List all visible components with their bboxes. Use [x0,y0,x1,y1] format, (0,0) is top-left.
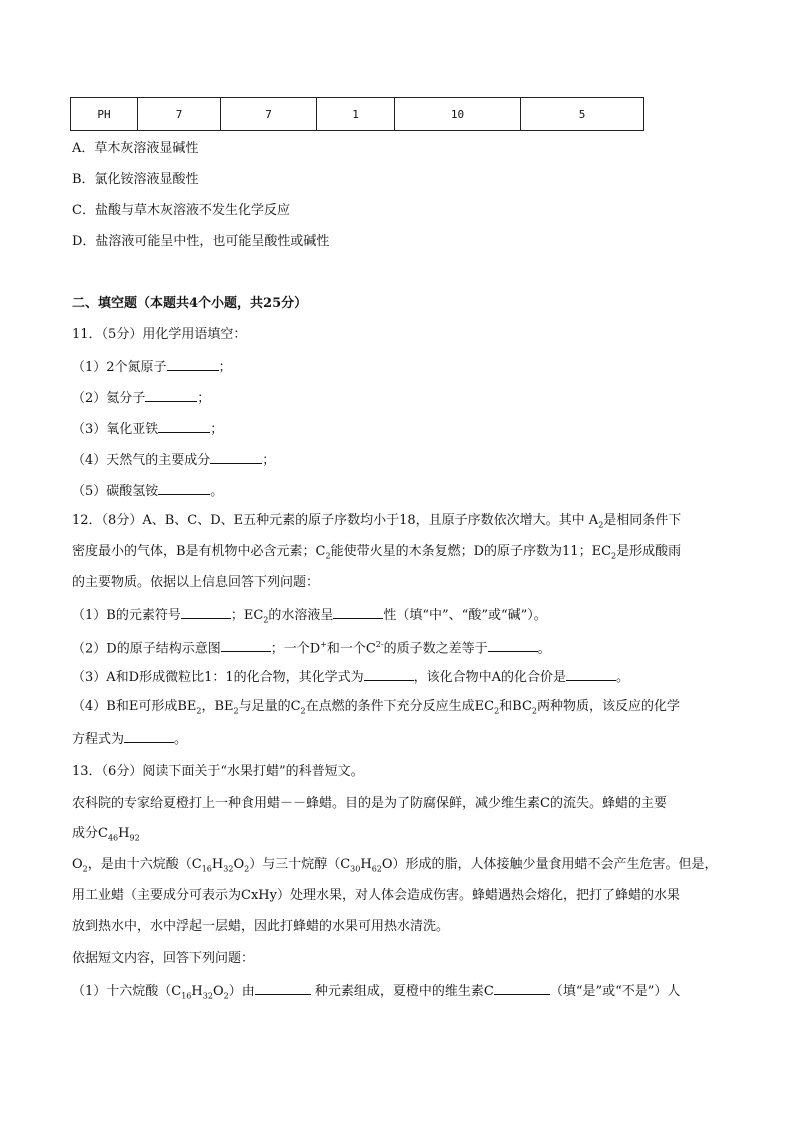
option-b: B．氯化铵溶液显酸性 [72,172,199,187]
text: （2）D的原子结构示意图 [72,641,221,657]
table-row [71,98,644,131]
text: H [118,826,130,841]
ph-value-cell: 1 [317,98,395,131]
punctuation: 。 [210,484,224,499]
subscript: 2 [82,864,88,874]
text: O）形成的脂，人体接触少量食用蜡不会产生危害。但是， [381,857,718,872]
text: 。 [616,670,630,685]
subscript: 2 [611,551,617,561]
text: 是形成酸雨 [616,544,682,559]
q12-part-3 [72,666,629,688]
answer-blank[interactable] [364,666,414,681]
subscript: 2 [196,706,202,716]
punctuation: ； [197,391,211,406]
text: 在点燃的条件下充分反应生成EC [305,699,495,714]
q11-part-5 [72,480,223,502]
text: 是相同条件下 [603,513,682,528]
answer-blank[interactable] [124,728,174,743]
text: 的质子数之差等于 [383,641,488,657]
text: 12．（8分）A、B、C、D、E五种元素的原子序数均小于18，且原子序数依次增大。其中 A [72,513,599,528]
punctuation: ； [262,453,276,468]
text: O [72,857,83,872]
q12-line-3: 的主要物质。依据以上信息回答下列问题： [72,575,320,590]
superscript: 2- [375,640,384,649]
subscript: 32 [202,991,213,1001]
part-text: （2）氦分子 [72,391,146,406]
text: ，是由十六烷酸（C [87,857,202,872]
text: 。 [537,641,551,657]
q13-text-5: 放到热水中，水中浮起一层蜡，因此打蜂蜡的水果可用热水清洗。 [72,919,450,934]
text: ；一个D [270,641,321,657]
part-text: （3）氧化亚铁 [72,422,159,437]
q12-part-4 [72,697,680,722]
subscript: 2 [300,706,306,716]
subscript: 92 [129,833,140,843]
subscript: 2 [263,615,269,625]
text: 。 [174,732,188,747]
option-a: A．草木灰溶液显碱性 [72,141,199,156]
q12-line-2 [72,542,681,567]
part-text: （1）2个氮原子 [72,360,167,375]
answer-blank[interactable] [145,387,197,402]
subscript: 46 [107,833,119,843]
text: 的水溶液呈 [268,608,334,623]
q12-line-1 [72,511,681,536]
ph-value-cell: 10 [395,98,521,131]
q13-stem: 13．（6分）阅读下面关于“水果打蜡”的科普短文。 [72,764,364,779]
subscript: 2 [233,706,239,716]
text: H [191,984,203,999]
q12-part-1 [72,604,547,631]
text: （填“是”或“不是”）人 [549,984,681,999]
q13-part-1 [72,980,680,1007]
text: 和一个C [326,641,376,657]
answer-blank[interactable] [210,449,262,464]
answer-blank[interactable] [333,604,383,619]
section-title: 二、填空题（本题共4个小题，共25分） [72,296,308,311]
punctuation: ； [210,422,224,437]
text: ）与三十烷醇（C [249,857,351,872]
punctuation: ； [218,360,232,375]
subscript: 2 [531,706,538,716]
q11-stem: 11．（5分）用化学用语填空： [72,327,247,342]
option-c: C．盐酸与草木灰溶液不发生化学反应 [72,203,290,218]
subscript: 30 [350,864,361,874]
text: 两种物质，该反应的化学 [537,699,681,714]
subscript: 16 [201,864,212,874]
part-text: （4）天然气的主要成分 [72,453,211,468]
ph-value-cell: 7 [221,98,317,131]
text: （3）A和D形成微粒比1：1的化合物，其化学式为 [72,670,364,685]
ph-value-cell: 7 [138,98,221,131]
q11-part-3 [72,418,223,440]
text: （1）十六烷酸（C [72,984,182,999]
text: 方程式为 [72,732,125,747]
text: （1）B的元素符号 [72,608,181,623]
answer-blank[interactable] [221,637,271,652]
text: ，BE [201,699,234,714]
text: ）由 [228,984,255,999]
ph-value-cell: 5 [521,98,644,131]
superscript: + [320,640,327,649]
q13-text-2 [72,824,140,849]
q13-text-3 [72,855,718,880]
answer-blank[interactable] [158,480,210,495]
answer-blank[interactable] [488,637,538,652]
text: 密度最小的气体，B是有机物中必含元素；C [72,544,326,559]
ph-table [70,97,644,131]
part-text: （5）碳酸氢铵 [72,484,159,499]
text: H [211,857,224,872]
subscript: 2 [223,991,229,1001]
subscript: 16 [181,991,192,1001]
option-d: D．盐溶液可能呈中性，也可能呈酸性或碱性 [72,234,330,249]
ph-header-cell: PH [71,98,138,131]
answer-blank[interactable] [494,980,550,995]
answer-blank[interactable] [255,980,311,995]
text: 能使带火星的木条复燃；D的原子序数为11；EC [330,544,612,559]
q11-part-4 [72,449,275,471]
answer-blank[interactable] [158,418,210,433]
text: 种元素组成，夏橙中的维生素C [310,984,494,999]
answer-blank[interactable] [167,356,219,371]
text: ；EC [230,608,264,623]
subscript: 2 [325,551,331,561]
subscript: 2 [494,706,500,716]
q12-part-4-cont [72,728,187,750]
subscript: 62 [371,864,382,874]
text: 与足量的C [238,699,301,714]
text: 成分C [72,826,108,841]
subscript: 2 [598,520,604,530]
answer-blank[interactable] [181,604,231,619]
q13-text-1: 农科院的专家给夏橙打上一种食用蜡－－蜂蜡。目的是为了防腐保鲜，减少维生素C的流失。蜂蜡的主要 [72,796,667,811]
subscript: 32 [223,864,234,874]
text: （4）B和E可形成BE [72,699,197,714]
text: ，该化合物中A的化合价是 [413,670,567,685]
text: O [212,984,224,999]
q13-text-4: 用工业蜡（主要成分可表示为CxHy）处理水果，对人体会造成伤害。蜂蜡遇热会熔化，把打了蜂蜡的水果 [72,888,680,903]
subscript: 2 [244,864,250,874]
q12-part-2 [72,635,551,659]
text: 性（填“中”、“酸”或“碱”）。 [383,608,547,623]
q11-part-1 [72,356,232,378]
q13-text-6: 依据短文内容，回答下列问题： [72,951,255,966]
text: 和BC [499,699,532,714]
answer-blank[interactable] [566,666,616,681]
text: O [233,857,245,872]
text: H [360,857,372,872]
q11-part-2 [72,387,210,409]
